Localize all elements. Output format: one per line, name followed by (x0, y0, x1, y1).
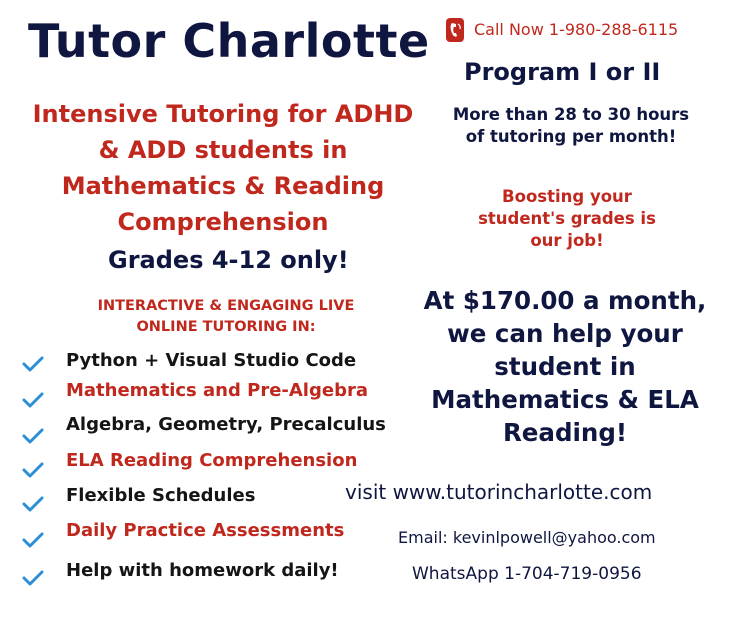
checkmark-icon (22, 532, 44, 548)
checkmark-icon (22, 462, 44, 478)
feature-item: Help with homework daily! (66, 560, 339, 581)
feature-item: ELA Reading Comprehension (66, 450, 358, 471)
website-link[interactable]: visit www.tutorincharlotte.com (345, 480, 653, 504)
checkmark-icon (22, 496, 44, 512)
phone-icon (444, 16, 466, 44)
checkmark-icon (22, 428, 44, 444)
grades-text: Grades 4-12 only! (108, 246, 349, 274)
feature-item: Daily Practice Assessments (66, 520, 345, 541)
checkmark-icon (22, 356, 44, 372)
program-heading: Program I or II (464, 58, 661, 86)
whatsapp-text[interactable]: WhatsApp 1-704-719-0956 (412, 564, 642, 584)
page-title: Tutor Charlotte (28, 14, 430, 68)
email-text[interactable]: Email: kevinlpowell@yahoo.com (398, 528, 656, 547)
feature-item: Flexible Schedules (66, 485, 256, 506)
price-statement: At $170.00 a month, we can help your student in Mathematics & ELA Reading! (423, 286, 707, 447)
call-now-text[interactable]: Call Now 1-980-288-6115 (474, 20, 679, 39)
hours-text: More than 28 to 30 hours of tutoring per month! (452, 105, 690, 146)
feature-item: Algebra, Geometry, Precalculus (66, 414, 386, 435)
boost-text: Boosting your student's grades is our job! (478, 187, 656, 250)
feature-item: Python + Visual Studio Code (66, 350, 357, 371)
feature-item: Mathematics and Pre-Algebra (66, 380, 368, 401)
checkmark-icon (22, 570, 44, 586)
interactive-subhead: INTERACTIVE & ENGAGING LIVE ONLINE TUTORING IN: (97, 298, 355, 335)
checkmark-icon (22, 392, 44, 408)
intensive-headline: Intensive Tutoring for ADHD & ADD students in Mathematics & Reading Comprehension (32, 100, 414, 236)
